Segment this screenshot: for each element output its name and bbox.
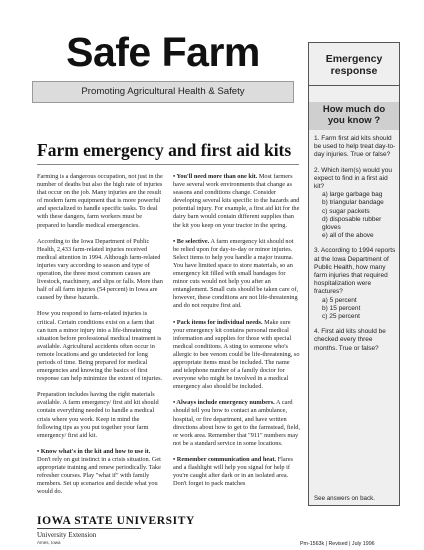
tip-body: Flares and a flashlight will help you signal for help if you're caught after dark or in an isolated area. Don't forget to pack matches <box>173 455 293 488</box>
tip-paragraph <box>37 448 163 497</box>
tip-body: A farm emergency kit should not be relied upon for day-to-day or minor injuries. Select items to help you handle a major trauma. You have limited space to store materials, so an emergency kit filled with small bandages for minor cuts would not help you after an entanglement. Small cuts should be taken care of, however, these conditions are not life-threatening and do not require first aid. <box>173 237 299 310</box>
tip-paragraph <box>173 238 300 311</box>
tip-body: Make sure your emergency kit contains personal medical information and supplies for those with special medical conditions. A sting to someone who's allergic to bee venom could be life-threatening, so appropriate items must be included. The name and telephone number of a family doctor for everyone who might be involved in a medical emergency also should be included. <box>173 318 300 391</box>
quiz-question <box>314 135 396 160</box>
quiz-question-text: 4. First aid kits should be checked every three months. True or false? <box>314 328 386 352</box>
tip-heading: • You'll need more than one kit. <box>173 173 258 180</box>
article-column-left <box>37 173 163 504</box>
quiz-option: a) large garbage bag <box>322 191 383 199</box>
quiz-question-text: 2. Which item(s) would you expect to find in a first aid kit? <box>314 166 393 191</box>
tip-heading: • Remember communication and heat. <box>173 455 277 463</box>
sidebar-title: Emergency response <box>325 53 383 77</box>
quiz-option: d) disposable rubber gloves <box>322 215 382 232</box>
tip-paragraph <box>173 399 300 448</box>
tagline: Promoting Agricultural Health & Safety <box>81 86 245 97</box>
tip-heading: • Know what's in the kit and how to use it. <box>37 447 151 455</box>
quiz-question <box>314 167 396 241</box>
logo-divider <box>37 528 141 529</box>
quiz-option: e) all of the above <box>322 232 374 240</box>
article-column-middle <box>173 173 300 496</box>
quiz-question <box>314 328 396 353</box>
tip-paragraph <box>173 319 300 392</box>
tagline-band <box>32 81 294 103</box>
sidebar-footer-note: See answers on back. <box>314 495 375 502</box>
brand-title: Safe Farm <box>66 29 260 75</box>
quiz-question-text: 1. Farm first aid kits should be used to help treat day-to-day injuries. True or false? <box>314 135 396 159</box>
quiz-question-text: 3. According to 1994 reports at the Iowa Department of Public Health, how many farm injuries that required hospitalization were fractures? <box>314 247 396 296</box>
quiz-option: c) sugar packets <box>322 207 370 215</box>
tip-body: A card should tell you how to contact an ambulance, hospital, or fire department, and have written directions about how to get to the farmstead, field, or work area. Remember that "911" numbers may not be a standard service in some locations. <box>173 399 300 447</box>
paragraph: Preparation includes having the right materials available. A farm emergency/ first aid kit should contain everything needed to handle a medical crisis where you work. Keep in mind the following tips as you put together your farm emergency/ first aid kit. <box>37 391 159 439</box>
tip-heading: • Always include emergency numbers. <box>173 399 275 407</box>
article-headline: Farm emergency and first aid kits <box>37 140 292 160</box>
paragraph: According to the Iowa Department of Public Health, 2,433 farm-related injuries received medical attention in 1994. Although farm-related injuries vary according to season and type of operation, the three most common causes are livestock, machinery, and slips or falls. More than half of all farm injuries (54 percent) in Iowa are caused by these hazards. <box>37 237 163 302</box>
headline-divider <box>37 164 299 165</box>
tip-heading: • Be selective. <box>173 237 210 245</box>
extension-label: University Extension <box>37 531 97 539</box>
quiz-option: c) 25 percent <box>322 313 360 321</box>
tip-body: Most farmers have several work environments that change as seasons and conditions change. Consider developing several kits specific to the hazards and potential injury. For example, a first aid kit for the dairy barn would contain different supplies than the kit you keep on your tractor in the spring. <box>173 173 300 229</box>
city-label: Ames, Iowa <box>37 540 61 545</box>
quiz-sidebar <box>308 42 400 506</box>
quiz-questions <box>314 135 396 360</box>
quiz-option: b) 15 percent <box>322 304 361 312</box>
tip-heading: • Pack items for individual needs. <box>173 318 263 326</box>
tip-body: Don't rely on gut instinct in a crisis situation. Get appropriate training and renew periodically. Take refresher courses. Play "what if" with family members. Set up scenarios and decide what you would do. <box>37 455 161 496</box>
quiz-question <box>314 247 396 321</box>
masthead <box>32 26 294 106</box>
paragraph: How you respond to farm-related injuries is critical. Certain conditions exist on a farm that can turn a minor injury into a life-threatening situation before professional medical treatment is available. Agricultural accidents often occur in remote locations and go undetected for long periods of time. Being prepared for medical emergencies and knowing the basics of first response can help minimize the extent of injuries. <box>37 310 163 383</box>
tip-paragraph <box>173 173 300 230</box>
quiz-option: a) 5 percent <box>322 296 357 304</box>
publication-number: Pm-1563k | Revised | July 1996 <box>300 541 375 547</box>
sidebar-subtitle: How much do you know ? <box>322 104 386 126</box>
tip-paragraph <box>173 456 300 488</box>
sidebar-subtitle-box <box>309 102 399 130</box>
university-logo-text: IOWA STATE UNIVERSITY <box>37 515 195 527</box>
quiz-option: b) triangular bandage <box>322 199 384 207</box>
paragraph: Farming is a dangerous occupation, not just in the number of deaths but also the high rate of injuries that occur on the job. Many injuries are the result of modern farm equipment that is more powerful and specialized to handle specific tasks. To deal with these dangers, farm workers must be prepared to handle medical emergencies. <box>37 173 163 229</box>
sidebar-title-box <box>309 43 399 86</box>
